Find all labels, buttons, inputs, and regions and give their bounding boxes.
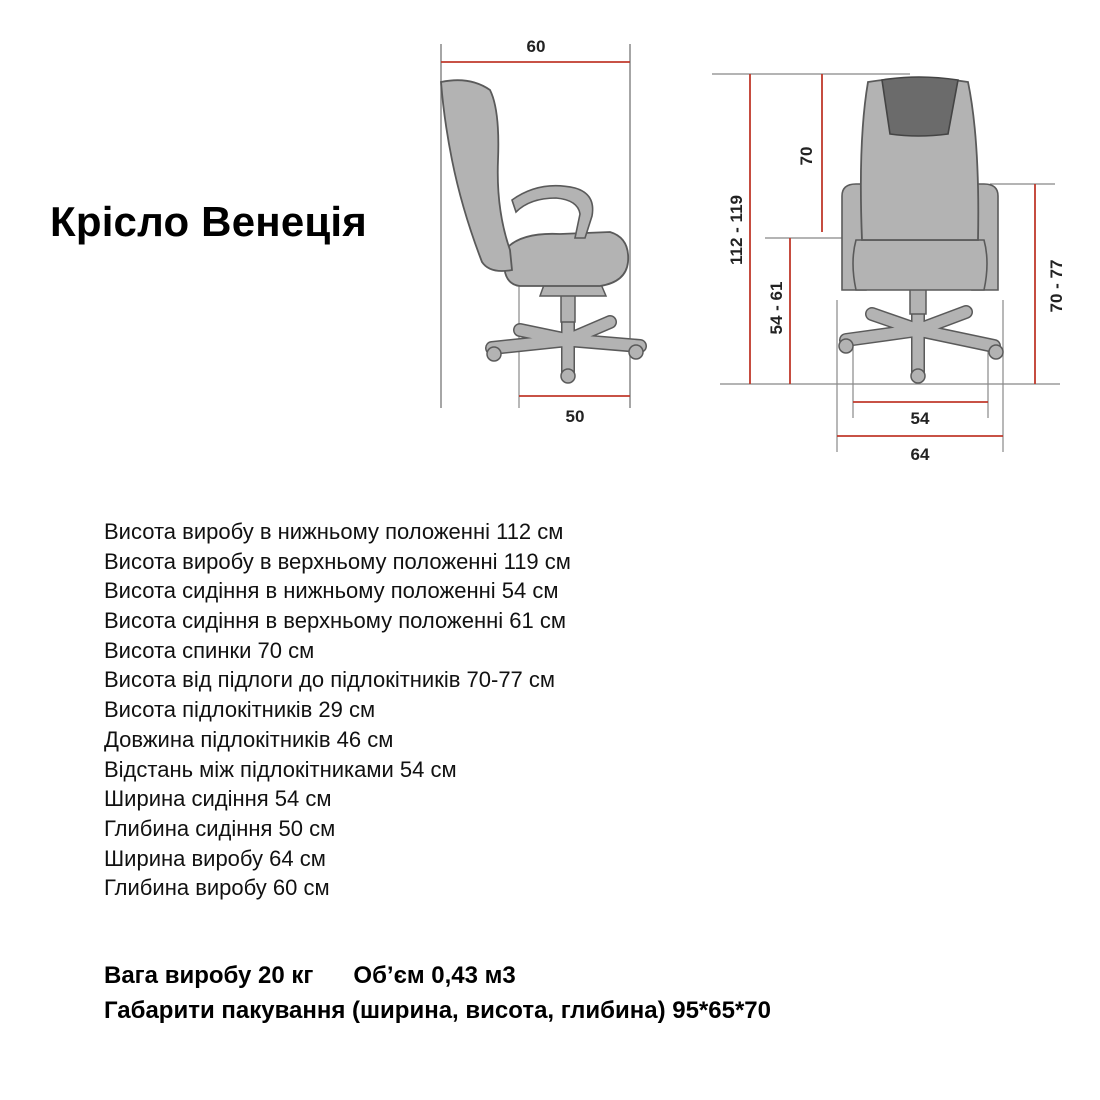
dim-front-seat-height: 54 - 61 bbox=[767, 281, 786, 335]
page-title: Крісло Венеція bbox=[50, 198, 367, 245]
spec-item: Висота виробу в нижньому положенні 112 см bbox=[104, 519, 564, 544]
dim-front-seat-width: 54 bbox=[910, 409, 930, 428]
packaging-text: Габарити пакування (ширина, висота, глибина) 95*65*70 bbox=[104, 997, 771, 1024]
spec-list bbox=[104, 517, 571, 903]
dim-front-total-height: 112 - 119 bbox=[727, 195, 746, 265]
dim-side-depth-total: 60 bbox=[526, 37, 546, 56]
spec-item: Глибина виробу 60 см bbox=[104, 875, 330, 901]
spec-item: Ширина сидіння 54 см bbox=[104, 786, 332, 812]
spec-item: Висота виробу в верхньому положенні 119 см bbox=[104, 548, 571, 574]
spec-item: Висота спинки 70 см bbox=[104, 637, 315, 663]
spec-item: Глибина сидіння 50 см bbox=[104, 815, 336, 841]
spec-item: Висота сидіння в нижньому положенні 54 см bbox=[104, 578, 559, 604]
dim-front-armrest-height: 70 - 77 bbox=[1047, 259, 1066, 313]
weight-volume-row bbox=[104, 958, 771, 993]
spec-item: Висота сидіння в верхньому положенні 61 см bbox=[104, 608, 566, 634]
weight-text: Вага виробу 20 кг bbox=[104, 962, 314, 989]
dim-side-seat-depth: 50 bbox=[565, 407, 585, 426]
dim-front-total-width: 64 bbox=[910, 445, 930, 464]
spec-item: Ширина виробу 64 см bbox=[104, 845, 326, 871]
volume-text: Об’єм 0,43 м3 bbox=[353, 962, 516, 989]
summary-block bbox=[104, 958, 771, 1028]
spec-item: Висота від підлоги до підлокітників 70-77 см bbox=[104, 667, 556, 693]
dim-front-back-height: 70 bbox=[797, 146, 816, 166]
side-view-chair bbox=[441, 37, 643, 426]
spec-item: Довжина підлокітників 46 см bbox=[104, 726, 394, 752]
spec-item: Відстань між підлокітниками 54 см bbox=[104, 756, 457, 782]
front-view-chair bbox=[712, 74, 1066, 464]
spec-item: Висота підлокітників 29 см bbox=[104, 697, 376, 723]
chair-dimension-diagram bbox=[0, 0, 1100, 480]
